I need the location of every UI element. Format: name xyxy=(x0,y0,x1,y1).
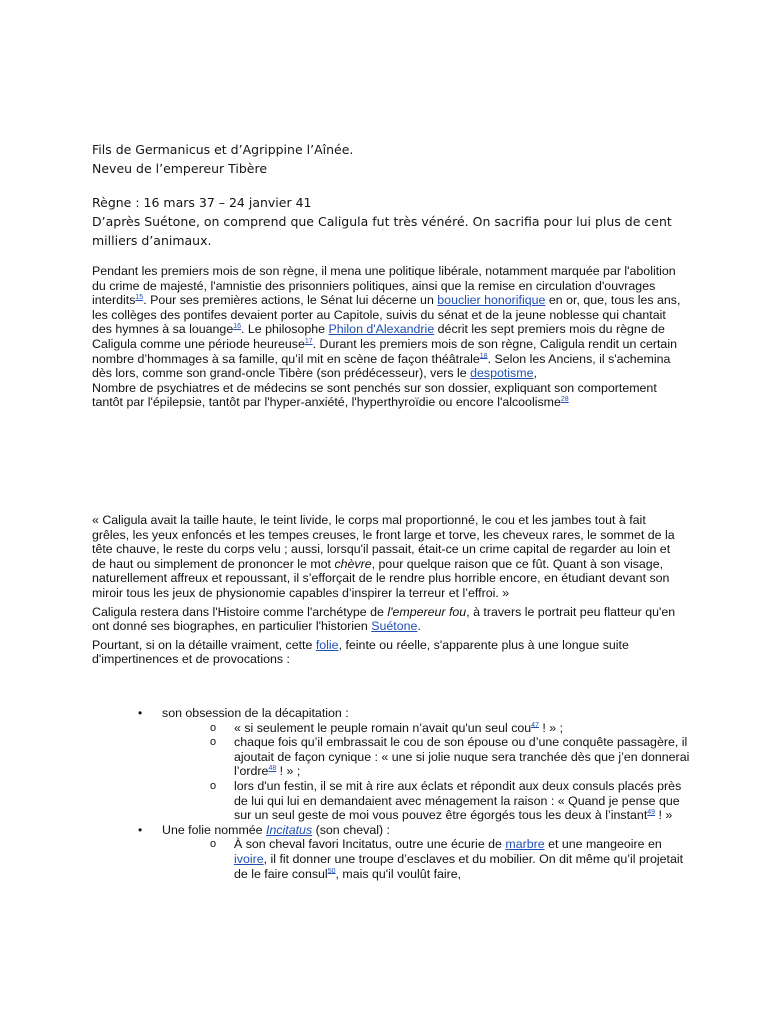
link-folie[interactable]: folie xyxy=(315,637,339,652)
para3-text-1: Caligula restera dans l'Histoire comme l'archétype de xyxy=(92,604,388,619)
venerated-text: D’après Suétone, on comprend que Caligula fut très vénéré. On sacrifia pour lui plus de cent milliers d’animaux. xyxy=(92,214,672,248)
sub-bullet-marker: o xyxy=(210,838,217,851)
sub-item-text: « si seulement le peuple romain n’avait qu'un seul cou xyxy=(234,720,532,735)
footnote-ref-49[interactable]: 49 xyxy=(647,809,656,817)
sub-item-text-2: et une mangeoire en xyxy=(544,837,662,852)
list-item-decapitation xyxy=(92,706,692,721)
reign-block xyxy=(92,193,682,250)
provocations-list xyxy=(92,706,692,881)
quote-text-1: « Caligula avait la taille haute, le teint livide, le corps mal proportionné, le cou et les jambes tout à fait grêles, les yeux enfoncés et les tempes creuses, le front large et torve, les cheveux rares, le sommet de la tête chauve, le reste du corps velu ; aussi, lorsqu'il passait, était-ce un crime capital de regarder au loin et de haut ou simplement de prononcer le mot xyxy=(92,513,675,571)
para4-text-1: Pourtant, si on la détaille vraiment, cette xyxy=(92,637,316,652)
para1-text-8: , xyxy=(533,366,537,381)
bullet-marker: • xyxy=(138,822,143,837)
footnote-ref-16[interactable]: 16 xyxy=(233,323,242,331)
reign-dates: Règne : 16 mars 37 – 24 janvier 41 xyxy=(92,195,312,210)
footnote-ref-17[interactable]: 17 xyxy=(304,337,313,345)
sub-item-text: chaque fois qu’il embrassait le cou de son épouse ou d’une conquête passagère, il ajoutait de façon cynique : « une si jolie nuque sera tranchée dès que j’en donnerai l’ordre xyxy=(234,735,690,779)
para1-text-3: en or, que, tous les ans, les collèges des pontifes devaient porter au Capitole, suivis du sénat et de la jeune noblesse qui chantait des hymnes à sa louange xyxy=(92,293,681,337)
quote-block xyxy=(92,513,682,667)
paragraph-provocations xyxy=(92,638,682,667)
link-despotisme[interactable]: despotisme xyxy=(470,366,534,381)
para1-text-2: . Pour ses premières actions, le Sénat lui décerne un xyxy=(143,293,438,308)
sub-item-text-4: , mais qu'il voulût faire, xyxy=(335,866,462,881)
sub-bullet-marker: o xyxy=(210,736,217,749)
sub-item-text-end: ! » ; xyxy=(538,720,564,735)
footnote-ref-28[interactable]: 28 xyxy=(560,396,569,404)
link-ivoire[interactable]: ivoire xyxy=(234,851,264,866)
paragraph-psychiatrists xyxy=(92,381,682,410)
sub-item-text: À son cheval favori Incitatus, outre une écurie de xyxy=(234,837,506,852)
sub-item-text-end: ! » ; xyxy=(276,764,301,779)
link-philon-alexandrie[interactable]: Philon d'Alexandrie xyxy=(328,322,435,337)
link-incitatus[interactable]: Incitatus xyxy=(266,822,313,837)
para1-text-4: . Le philosophe xyxy=(241,322,329,337)
footnote-ref-47[interactable]: 47 xyxy=(531,721,539,729)
sub-item-text-end: ! » xyxy=(655,808,673,823)
footnote-ref-18[interactable]: 18 xyxy=(479,352,488,360)
footnote-ref-50[interactable]: 50 xyxy=(327,867,336,875)
bullet-marker: • xyxy=(138,706,143,720)
footnote-ref-48[interactable]: 48 xyxy=(268,765,277,773)
footnote-ref-15[interactable]: 15 xyxy=(135,294,144,302)
sub-bullet-marker: o xyxy=(210,721,217,734)
intro-line-parents: Fils de Germanicus et d’Agrippine l’Aînée. xyxy=(92,142,354,157)
para1-text-6: . Durant les premiers mois de son règne, Caligula rendit un certain nombre d’hommages à sa famille, qu’il mit en scène de façon théâtrale xyxy=(92,336,677,366)
para2-text: Nombre de psychiatres et de médecins se sont penchés sur son dossier, expliquant son comportement tantôt par l'épilepsie, tantôt par l'hyper-anxiété, l'hyperthyroïdie ou encore l'alcoolisme xyxy=(92,380,657,410)
para3-em: l'empereur fou xyxy=(387,604,467,619)
intro-line-nephew: Neveu de l’empereur Tibère xyxy=(92,161,268,176)
link-bouclier-honorifique[interactable]: bouclier honorifique xyxy=(437,293,546,308)
sub-bullet-marker: o xyxy=(210,779,217,792)
para3-text-2: , à travers le portrait peu flatteur qu'en ont donné ses biographes, en particulier l'historien xyxy=(92,604,676,634)
paragraph-early-reign xyxy=(92,264,682,410)
intro-block xyxy=(92,140,682,178)
paragraph-archetype xyxy=(92,605,682,634)
quote-text-2: , pour quelque raison que ce fût. Quant à son visage, naturellement affreux et repoussant, il s’efforçait de le rendre plus horrible encore, en étudiant devant son miroir tous les jeux de physionomie capables d’inspirer la terreur et l’effroi. » xyxy=(92,556,670,600)
sub-item-text: lors d'un festin, il se mit à rire aux éclats et répondit aux deux consuls placés près de lui qui lui en demandaient avec ménagement la raison : « Quand je pense que sur un seul geste de moi vous pouvez être égorgés tous les deux à l’instant xyxy=(234,778,682,823)
list-item-label: Une folie nommée xyxy=(162,822,266,837)
para4-text-2: , feinte ou réelle, s'apparente plus à une longue suite d'impertinences et de provocations : xyxy=(92,637,629,667)
sub-item-seul-cou xyxy=(92,721,692,736)
para3-text-3: . xyxy=(417,619,421,634)
list-item-label: son obsession de la décapitation : xyxy=(162,706,349,720)
link-marbre[interactable]: marbre xyxy=(505,837,545,852)
sub-item-text-3: , il fit donner une troupe d’esclaves et du mobilier. On dit même qu’il projetait de le faire consul xyxy=(234,851,684,881)
sub-item-festin xyxy=(92,779,692,823)
para1-text-1: Pendant les premiers mois de son règne, il mena une politique libérale, notamment marquée par l'abolition du crime de majesté, l'amnistie des prisonniers politiques, ainsi que la remise en circulation d'ouvrages interdits xyxy=(92,264,676,308)
list-item-label-end: (son cheval) : xyxy=(312,822,390,837)
sub-item-jolie-nuque xyxy=(92,735,692,779)
sub-item-cheval xyxy=(92,837,692,881)
quote-em-chevre: chèvre xyxy=(334,556,372,571)
para1-text-5: décrit les sept premiers mois du règne de Caligula comme une période heureuse xyxy=(92,322,665,351)
link-suetone[interactable]: Suétone xyxy=(371,619,418,634)
list-item-incitatus xyxy=(92,823,692,838)
para1-text-7: . Selon les Anciens, il s'achemina dès lors, comme son grand-oncle Tibère (son prédécesseur), vers le xyxy=(92,351,671,381)
